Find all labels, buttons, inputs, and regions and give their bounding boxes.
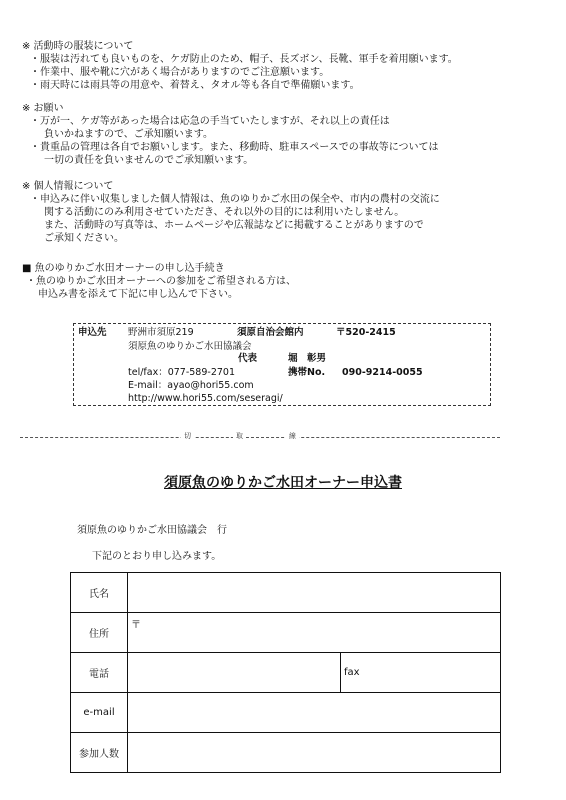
section-heading: ※ 活動時の服装について: [22, 41, 134, 52]
form-recipient: 須原魚のゆりかご水田協議会 行: [77, 525, 227, 536]
name-field[interactable]: [128, 573, 501, 613]
form-row-email: [71, 693, 501, 733]
procedure-heading: ■ 魚のゆりかご水田オーナーの申し込手続き: [22, 263, 225, 274]
procedure-section: [22, 262, 542, 301]
name-label: 氏名: [71, 573, 128, 613]
section-line: ・申込みに伴い収集しました個人情報は、魚のゆりかご水田の保全や、市内の農村の交流に: [30, 194, 440, 205]
contact-email[interactable]: E-mail：ayao@hori55.com: [128, 380, 254, 391]
contact-telfax: tel/fax：077-589-2701: [128, 367, 235, 378]
application-form: [70, 572, 501, 773]
contact-mobile: 090-9214-0055: [342, 367, 423, 378]
section-heading: ※ 個人情報について: [22, 181, 114, 192]
section-line: ・万が一、ケガ等があった場合は応急の手当ていたしますが、それ以上の責任は: [30, 116, 390, 127]
contact-office: 須原自治会館内: [237, 327, 304, 338]
contact-box: [73, 323, 491, 406]
section-line: ・作業中、服や靴に穴があく場合がありますのでご注意願います。: [30, 67, 330, 78]
clothing-section: [22, 40, 542, 92]
phone-field[interactable]: [128, 653, 341, 693]
fax-field[interactable]: [341, 653, 501, 693]
contact-postal: 〒520-2415: [336, 327, 396, 338]
procedure-line: ・魚のゆりかご水田オーナーへの参加をご希望される方は、: [26, 276, 296, 287]
email-field[interactable]: [128, 693, 501, 733]
phone-label: 電話: [71, 653, 128, 693]
postal-mark: 〒: [131, 620, 141, 631]
section-line: ・服装は汚れても良いものを、ケガ防止のため、帽子、長ズボン、長靴、軍手を着用願います。: [30, 54, 458, 65]
contact-mobile-label: 携帯No.: [288, 367, 326, 378]
form-row-count: [71, 733, 501, 773]
contact-address: 野洲市須原219: [128, 327, 194, 338]
contact-rep-label: 代表: [238, 353, 258, 364]
contact-org: 須原魚のゆりかご水田協議会: [128, 341, 252, 352]
cut-line: [20, 437, 500, 438]
address-field[interactable]: [128, 613, 501, 653]
form-row-address: [71, 613, 501, 653]
section-line: 一切の責任を負いませんのでご承知願います。: [44, 155, 254, 166]
form-row-phone: [71, 653, 501, 693]
count-label: 参加人数: [71, 733, 128, 773]
section-line: 関する活動にのみ利用させていただき、それ以外の目的には利用いたしません。: [44, 207, 405, 218]
procedure-line: 申込み書を添えて下記に申し込んで下さい。: [38, 289, 238, 300]
count-field[interactable]: [128, 733, 501, 773]
request-section: [22, 102, 542, 167]
section-line: ・貴重品の管理は各自でお願いします。また、移動時、駐車スペースでの事故等については: [30, 142, 439, 153]
section-line: 負いかねますので、ご承知願います。: [44, 129, 213, 140]
contact-label: 申込先: [78, 327, 107, 338]
privacy-section: [22, 180, 542, 245]
form-title: 須原魚のゆりかご水田オーナー申込書: [164, 475, 402, 491]
form-intro: 下記のとおり申し込みます。: [92, 551, 222, 562]
section-line: また、活動時の写真等は、ホームページや広報誌などに掲載することがありますので: [44, 220, 424, 231]
cut-label: 切: [181, 431, 194, 441]
contact-rep-name: 堀 彰男: [288, 353, 327, 364]
contact-url[interactable]: http://www.hori55.com/seseragi/: [128, 393, 283, 404]
section-line: ・雨天時には雨具等の用意や、着替え、タオル等も各自で準備願います。: [30, 80, 360, 91]
fax-label: fax: [344, 667, 360, 678]
section-heading: ※ お願い: [22, 103, 64, 114]
email-label: e-mail: [71, 693, 128, 733]
address-label: 住所: [71, 613, 128, 653]
cut-label: 取: [233, 431, 246, 441]
section-line: ご承知ください。: [44, 233, 124, 244]
cut-label: 線: [286, 431, 299, 441]
form-row-name: [71, 573, 501, 613]
